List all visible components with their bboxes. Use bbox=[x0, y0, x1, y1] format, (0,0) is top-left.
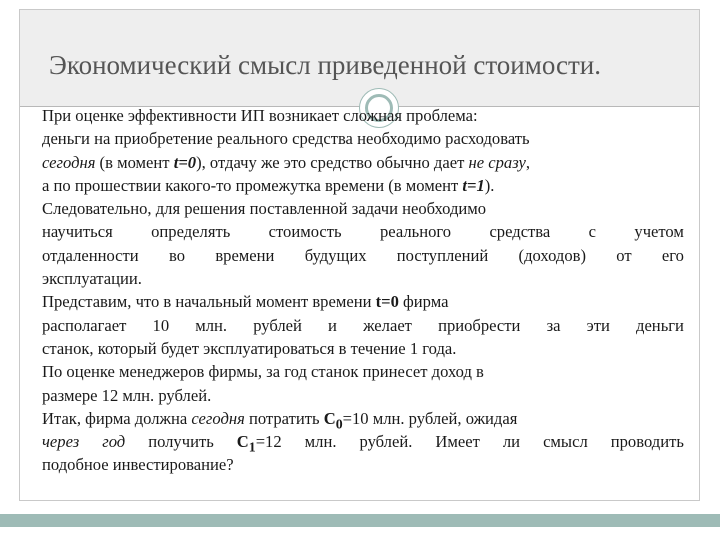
word: средства bbox=[489, 222, 551, 242]
bold-italic-text: t=0 bbox=[173, 152, 197, 172]
italic-text: не сразу bbox=[468, 152, 526, 172]
word: проводить bbox=[610, 432, 684, 452]
word: стоимость bbox=[268, 222, 342, 242]
word: определять bbox=[151, 222, 231, 242]
word: рублей. bbox=[359, 432, 413, 452]
body-line bbox=[42, 384, 684, 407]
word: научиться bbox=[42, 222, 113, 242]
text-run: По оценке менеджеров фирмы, за год станок принесет доход в bbox=[42, 362, 484, 382]
word-group bbox=[237, 430, 282, 453]
word: во bbox=[168, 245, 186, 265]
word: приобрести bbox=[438, 315, 521, 335]
italic-word: через bbox=[42, 432, 80, 452]
title-band bbox=[20, 10, 699, 106]
word: располагает bbox=[42, 315, 127, 335]
word: его bbox=[661, 245, 684, 265]
text-run: деньги на приобретение реального средства необходимо расходовать bbox=[42, 129, 530, 149]
word: за bbox=[546, 315, 561, 335]
word: с bbox=[588, 222, 597, 242]
text-run: , bbox=[525, 152, 531, 172]
body-line-justified bbox=[42, 244, 684, 267]
text-run: а по прошествии какого-то промежутка времени (в момент bbox=[42, 175, 463, 195]
body-line bbox=[42, 337, 684, 360]
text-run: ), отдачу же это средство обычно дает bbox=[196, 152, 469, 172]
word: ли bbox=[502, 432, 521, 452]
word: поступлений bbox=[396, 245, 489, 265]
bold-text: С bbox=[323, 408, 336, 428]
body-line bbox=[42, 407, 684, 430]
word: деньги bbox=[636, 315, 684, 335]
body-line bbox=[42, 197, 684, 220]
body-line bbox=[42, 151, 684, 174]
word: рублей bbox=[253, 315, 302, 335]
text-run: станок, который будет эксплуатироваться в течение 1 года. bbox=[42, 338, 457, 358]
text-run: (в момент bbox=[95, 152, 174, 172]
slide-body bbox=[42, 104, 684, 477]
word: получить bbox=[148, 432, 214, 452]
subscript: 0 bbox=[335, 416, 343, 432]
italic-word: год bbox=[102, 432, 126, 452]
word: смысл bbox=[543, 432, 588, 452]
body-line bbox=[42, 267, 684, 290]
bold-italic-text: t=1 bbox=[462, 175, 485, 195]
body-line bbox=[42, 127, 684, 150]
body-line bbox=[42, 453, 684, 476]
text-run: =10 млн. рублей, ожидая bbox=[342, 408, 518, 428]
text-run: Следовательно, для решения поставленной задачи необходимо bbox=[42, 199, 487, 219]
text-run: ). bbox=[484, 175, 495, 195]
body-line-justified bbox=[42, 314, 684, 337]
word: и bbox=[328, 315, 337, 335]
footer-accent-bar bbox=[0, 514, 720, 527]
word: (доходов) bbox=[518, 245, 586, 265]
word: желает bbox=[363, 315, 412, 335]
body-line bbox=[42, 360, 684, 383]
body-line-justified bbox=[42, 430, 684, 453]
word: реального bbox=[379, 222, 452, 242]
text-run: =12 bbox=[255, 432, 282, 452]
body-line bbox=[42, 174, 684, 197]
text-run: Представим, что в начальный момент времени bbox=[42, 292, 376, 312]
body-line-justified bbox=[42, 220, 684, 243]
word: от bbox=[616, 245, 632, 265]
italic-text: сегодня bbox=[42, 152, 96, 172]
text-run: При оценке эффективности ИП возникает сложная проблема: bbox=[42, 106, 478, 125]
bold-text: t=0 bbox=[375, 292, 399, 312]
text-run: потратить bbox=[244, 408, 324, 428]
subscript: 1 bbox=[248, 439, 256, 455]
word: эти bbox=[586, 315, 610, 335]
text-run: фирма bbox=[398, 292, 449, 312]
slide-title: Экономический смысл приведенной стоимости. bbox=[49, 50, 601, 80]
text-run: эксплуатации. bbox=[42, 269, 142, 289]
word: млн. bbox=[304, 432, 337, 452]
bold-text: С bbox=[236, 432, 249, 452]
text-run: Итак, фирма должна bbox=[42, 408, 192, 428]
word: Имеет bbox=[435, 432, 480, 452]
word: будущих bbox=[304, 245, 367, 265]
word: времени bbox=[215, 245, 275, 265]
body-line bbox=[42, 290, 684, 313]
word: 10 bbox=[152, 315, 170, 335]
word: млн. bbox=[195, 315, 228, 335]
italic-text: сегодня bbox=[191, 408, 245, 428]
word: учетом bbox=[634, 222, 684, 242]
body-line bbox=[42, 104, 684, 127]
word: отдаленности bbox=[42, 245, 139, 265]
text-run: размере 12 млн. рублей. bbox=[42, 385, 212, 405]
text-run: подобное инвестирование? bbox=[42, 455, 234, 475]
